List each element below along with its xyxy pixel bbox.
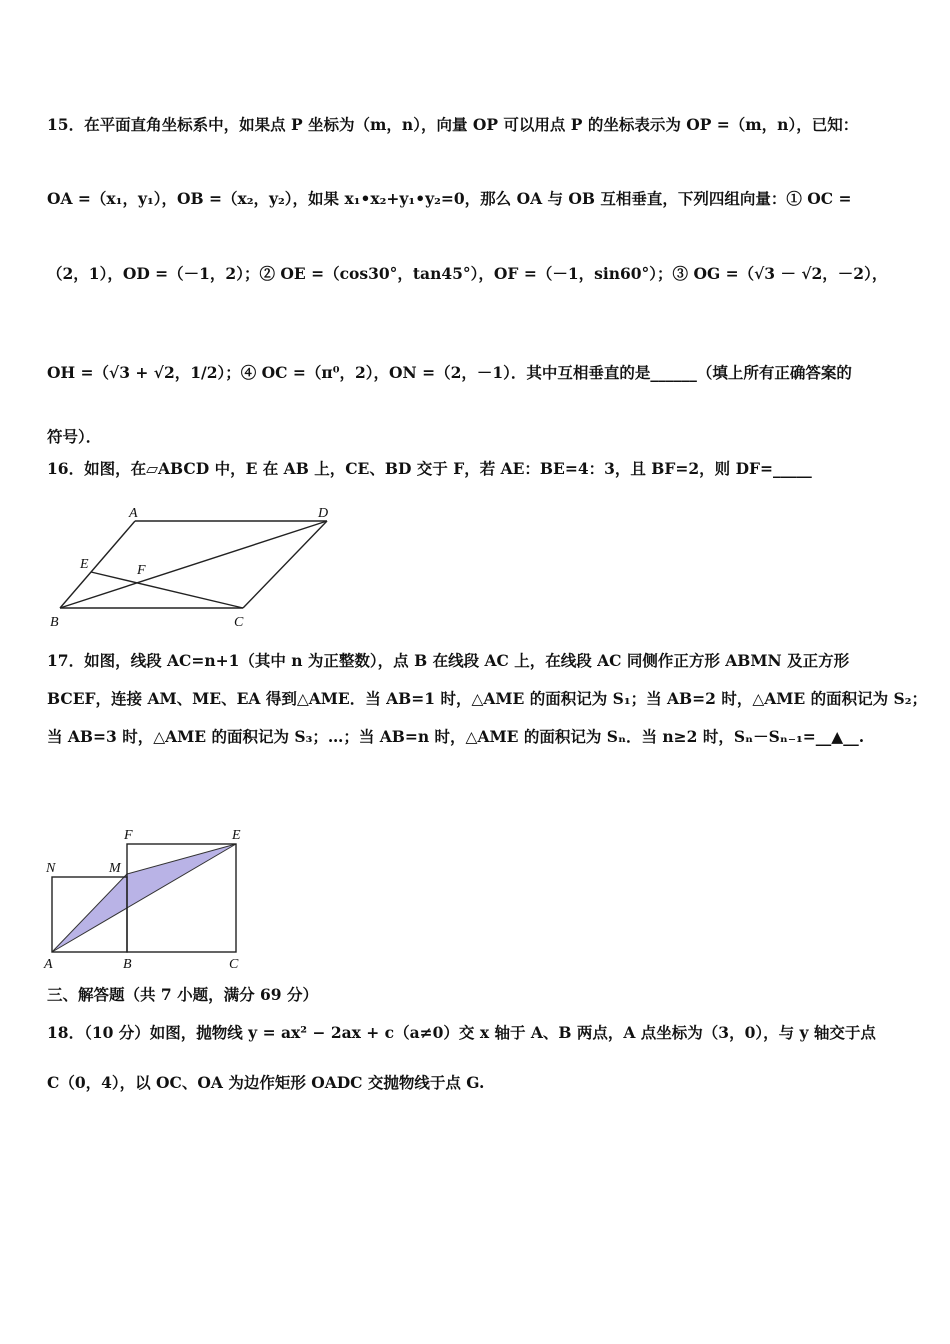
label-n: N bbox=[46, 861, 56, 876]
label-d: D bbox=[318, 506, 329, 521]
squares-figure bbox=[40, 822, 260, 972]
label-e: E bbox=[232, 828, 241, 843]
q18-line-2: C（0，4），以 OC、OA 为边作矩形 OADC 交抛物线于点 G. bbox=[47, 1073, 485, 1092]
q15-line-1: 15．在平面直角坐标系中，如果点 P 坐标为（m，n），向量 OP 可以用点 P 的坐标表示为 OP =（m，n），已知： bbox=[47, 115, 859, 134]
q15-line-3: （2，1），OD =（－1，2）；② OE =（cos30°，tan45°），OF =（－1，sin60°）；③ OG =（√3 － √2，－2）， bbox=[47, 264, 888, 283]
label-c: C bbox=[229, 957, 239, 972]
parallelogram-figure bbox=[44, 498, 344, 638]
section-title: 三、解答题（共 7 小题，满分 69 分） bbox=[47, 985, 318, 1004]
q15-line-4: OH =（√3 + √2，1/2）；④ OC =（π⁰，2），ON =（2，－1）．其中互相垂直的是______（填上所有正确答案的 bbox=[47, 363, 852, 382]
q17-line-1: 17．如图，线段 AC=n+1（其中 n 为正整数），点 B 在线段 AC 上，在线段 AC 同侧作正方形 ABMN 及正方形 bbox=[47, 651, 850, 670]
label-a: A bbox=[129, 506, 138, 521]
side-ba bbox=[60, 521, 135, 608]
q15-line-2: OA =（x₁，y₁），OB =（x₂，y₂），如果 x₁•x₂+y₁•y₂=0，那么 OA 与 OB 互相垂直，下列四组向量：① OC = bbox=[47, 189, 852, 208]
label-f: F bbox=[137, 563, 146, 578]
q16-text: 16．如图，在▱ABCD 中，E 在 AB 上，CE、BD 交于 F，若 AE：BE=4：3，且 BF=2，则 DF=_____ bbox=[47, 459, 812, 478]
label-m: M bbox=[109, 861, 121, 876]
q15-line-5: 符号）． bbox=[47, 427, 102, 446]
label-b: B bbox=[50, 615, 59, 630]
q17-line-2: BCEF，连接 AM、ME、EA 得到△AME．当 AB=1 时，△AME 的面积记为 S₁；当 AB=2 时，△AME 的面积记为 S₂； bbox=[47, 689, 928, 708]
q17-line-3: 当 AB=3 时，△AME 的面积记为 S₃；…；当 AB=n 时，△AME 的面积记为 Sₙ．当 n≥2 时，Sₙ－Sₙ₋₁=__▲__. bbox=[47, 727, 865, 746]
label-c: C bbox=[234, 615, 244, 630]
label-e: E bbox=[80, 557, 89, 572]
diagonal-bd bbox=[60, 521, 327, 608]
label-f: F bbox=[124, 828, 133, 843]
label-b: B bbox=[123, 957, 132, 972]
label-a: A bbox=[44, 957, 53, 972]
triangle-ame bbox=[52, 844, 236, 952]
q18-line-1: 18．（10 分）如图，抛物线 y = ax² − 2ax + c（a≠0）交 x 轴于 A、B 两点，A 点坐标为（3，0），与 y 轴交于点 bbox=[47, 1023, 876, 1042]
